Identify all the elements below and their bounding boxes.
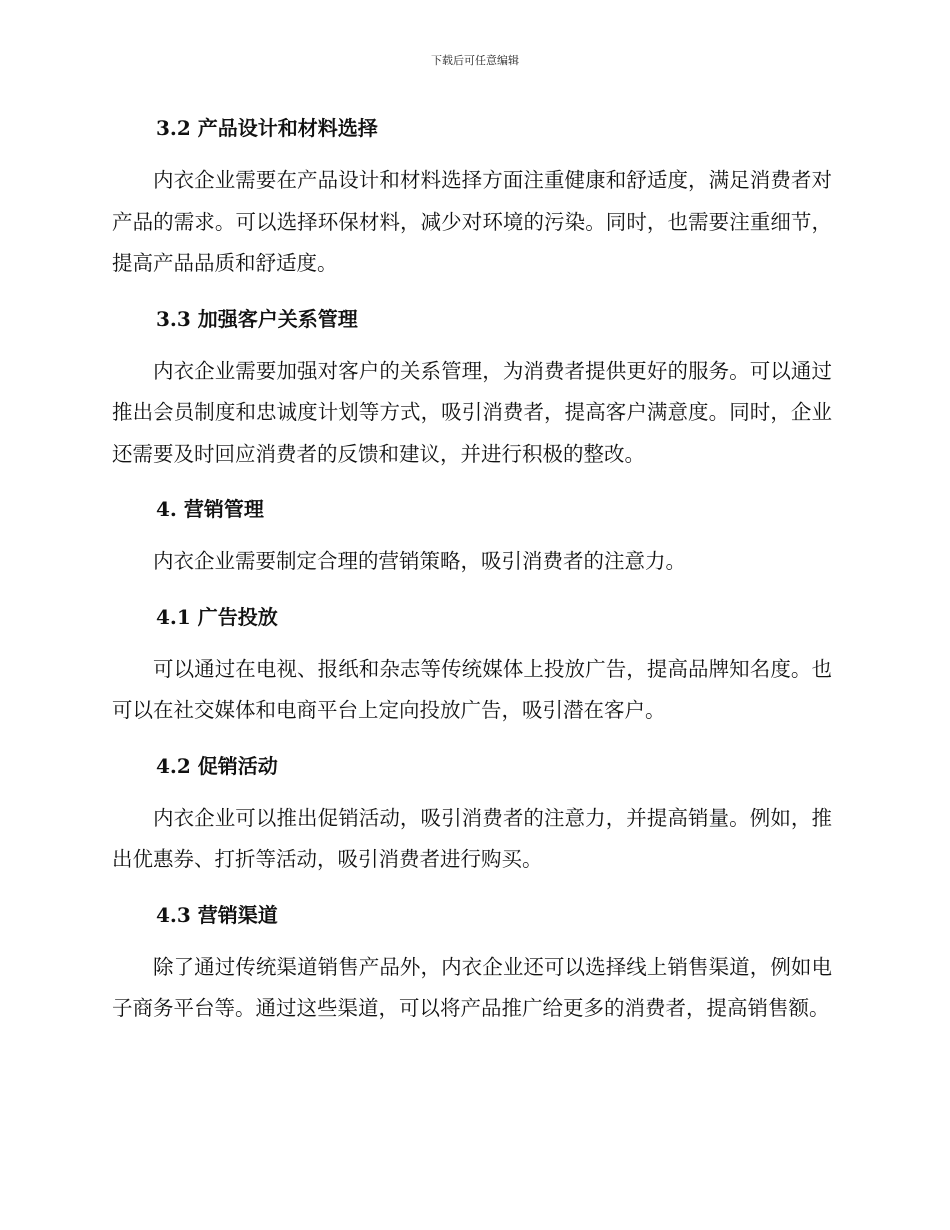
section-heading-4: 4. 营销管理	[156, 497, 264, 521]
section-paragraph-3-2: 内衣企业需要在产品设计和材料选择方面注重健康和舒适度，满足消费者对产品的需求。可以选择环保材料，减少对环境的污染。同时，也需要注重细节，提高产品品质和舒适度。	[112, 168, 832, 275]
section-heading-3-3: 3.3 加强客户关系管理	[156, 306, 358, 331]
page-header: 下载后可任意编辑	[431, 54, 519, 67]
section-heading-4-2: 4.2 促销活动	[156, 753, 278, 778]
section-paragraph-3-3: 内衣企业需要加强对客户的关系管理，为消费者提供更好的服务。可以通过推出会员制度和忠诚度计划等方式，吸引消费者，提高客户满意度。同时，企业还需要及时回应消费者的反馈和建议，并进行积极的整改。	[112, 358, 832, 466]
section-paragraph-4-2: 内衣企业可以推出促销活动，吸引消费者的注意力，并提高销量。例如，推出优惠券、打折等活动，吸引消费者进行购买。	[112, 805, 832, 871]
section-paragraph-4: 内衣企业需要制定合理的营销策略，吸引消费者的注意力。	[153, 549, 686, 573]
section-paragraph-4-1: 可以通过在电视、报纸和杂志等传统媒体上投放广告，提高品牌知名度。也可以在社交媒体和电商平台上定向投放广告，吸引潜在客户。	[112, 656, 832, 722]
document-body	[112, 108, 832, 1044]
section-heading-3-2: 3.2 产品设计和材料选择	[156, 116, 378, 140]
section-heading-4-1: 4.1 广告投放	[156, 604, 278, 629]
section-heading-4-3: 4.3 营销渠道	[156, 902, 278, 927]
section-paragraph-4-3: 除了通过传统渠道销售产品外，内衣企业还可以选择线上销售渠道，例如电子商务平台等。通过这些渠道，可以将产品推广给更多的消费者，提高销售额。	[112, 954, 832, 1020]
